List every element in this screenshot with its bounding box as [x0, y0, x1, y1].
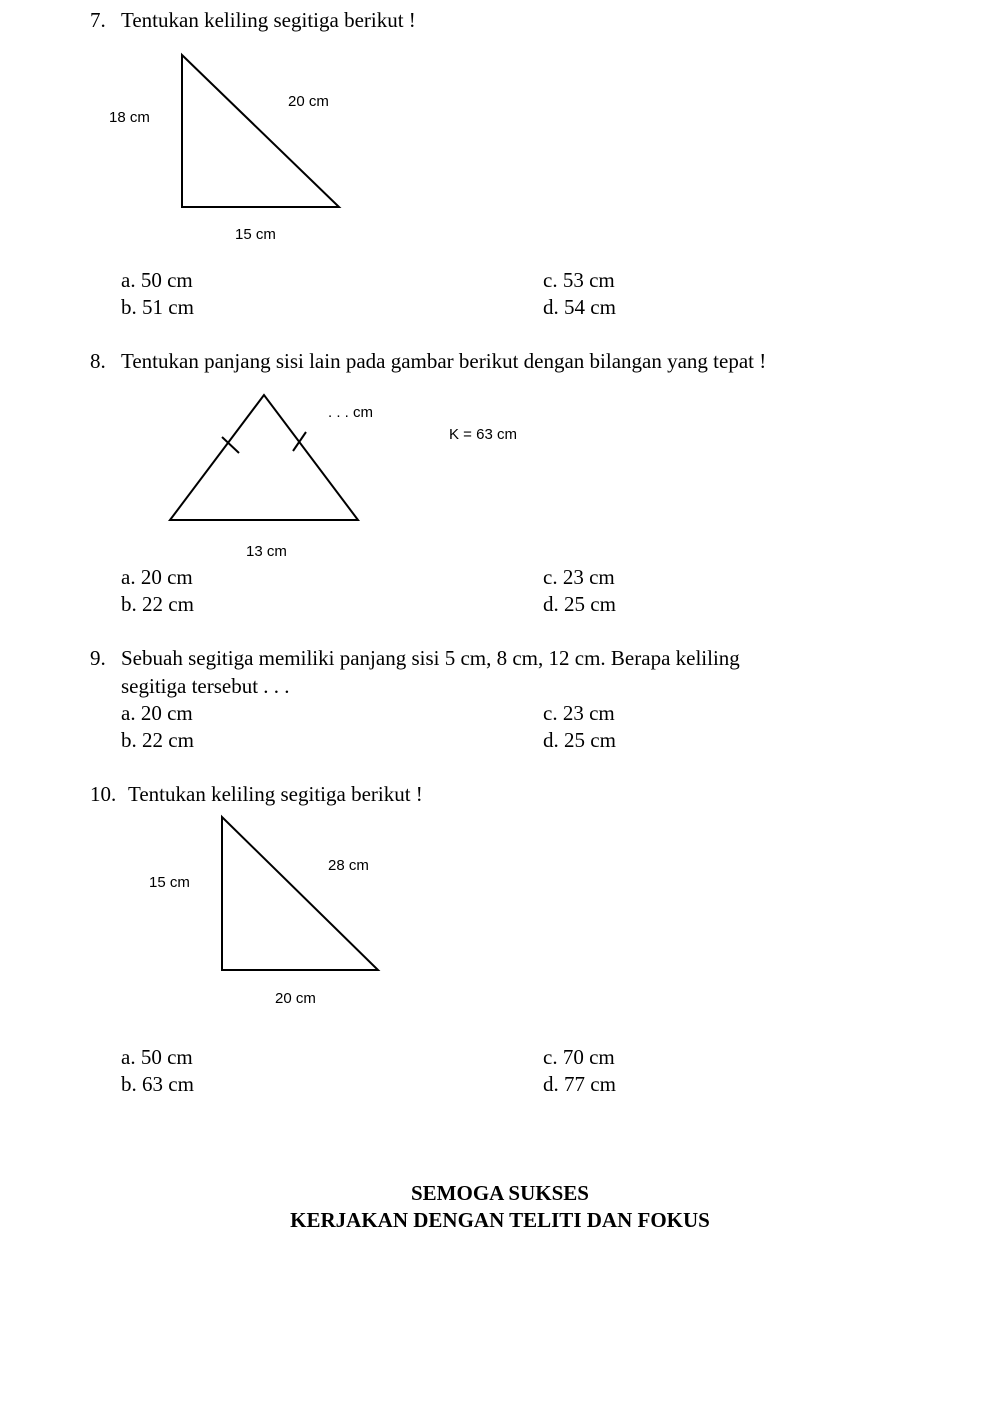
closing-line-1: SEMOGA SUKSES	[411, 1181, 589, 1205]
q9-option-a[interactable]: a. 20 cm	[121, 701, 193, 725]
q7-option-b[interactable]: b. 51 cm	[121, 295, 194, 319]
question-8-text: Tentukan panjang sisi lain pada gambar berikut dengan bilangan yang tepat !	[121, 349, 767, 373]
question-9-text-line2: segitiga tersebut . . .	[121, 674, 290, 698]
q8-option-c[interactable]: c. 23 cm	[543, 565, 615, 589]
q8-option-b[interactable]: b. 22 cm	[121, 592, 194, 616]
q7-option-d[interactable]: d. 54 cm	[543, 295, 616, 319]
q8-label-side: . . . cm	[328, 404, 373, 421]
right-triangle-7	[182, 55, 339, 207]
q10-option-a[interactable]: a. 50 cm	[121, 1045, 193, 1069]
q8-label-perimeter: K = 63 cm	[449, 426, 517, 443]
q10-label-bottom-side: 20 cm	[275, 990, 316, 1007]
q8-label-base: 13 cm	[246, 543, 287, 560]
question-9-number: 9.	[90, 646, 106, 670]
question-9-text-line1: Sebuah segitiga memiliki panjang sisi 5 cm, 8 cm, 12 cm. Berapa keliling	[121, 646, 740, 670]
question-10-number: 10.	[90, 782, 117, 806]
right-triangle-10	[222, 817, 378, 970]
question-10-text: Tentukan keliling segitiga berikut !	[128, 782, 423, 806]
q8-option-d[interactable]: d. 25 cm	[543, 592, 616, 616]
q9-option-d[interactable]: d. 25 cm	[543, 728, 616, 752]
tick-mark-right	[293, 432, 306, 451]
q7-label-left-side: 18 cm	[109, 109, 150, 126]
q9-option-c[interactable]: c. 23 cm	[543, 701, 615, 725]
q7-option-c[interactable]: c. 53 cm	[543, 268, 615, 292]
q10-label-left-side: 15 cm	[149, 874, 190, 891]
tick-mark-left	[222, 437, 239, 453]
question-7-number: 7.	[90, 8, 106, 32]
q10-option-d[interactable]: d. 77 cm	[543, 1072, 616, 1096]
q8-option-a[interactable]: a. 20 cm	[121, 565, 193, 589]
question-7-text: Tentukan keliling segitiga berikut !	[121, 8, 416, 32]
q7-label-hypotenuse: 20 cm	[288, 93, 329, 110]
closing-line-2: KERJAKAN DENGAN TELITI DAN FOKUS	[290, 1208, 710, 1232]
q10-option-c[interactable]: c. 70 cm	[543, 1045, 615, 1069]
q7-option-a[interactable]: a. 50 cm	[121, 268, 193, 292]
q10-option-b[interactable]: b. 63 cm	[121, 1072, 194, 1096]
q9-option-b[interactable]: b. 22 cm	[121, 728, 194, 752]
q7-label-bottom-side: 15 cm	[235, 226, 276, 243]
question-8-number: 8.	[90, 349, 106, 373]
q10-label-hypotenuse: 28 cm	[328, 857, 369, 874]
